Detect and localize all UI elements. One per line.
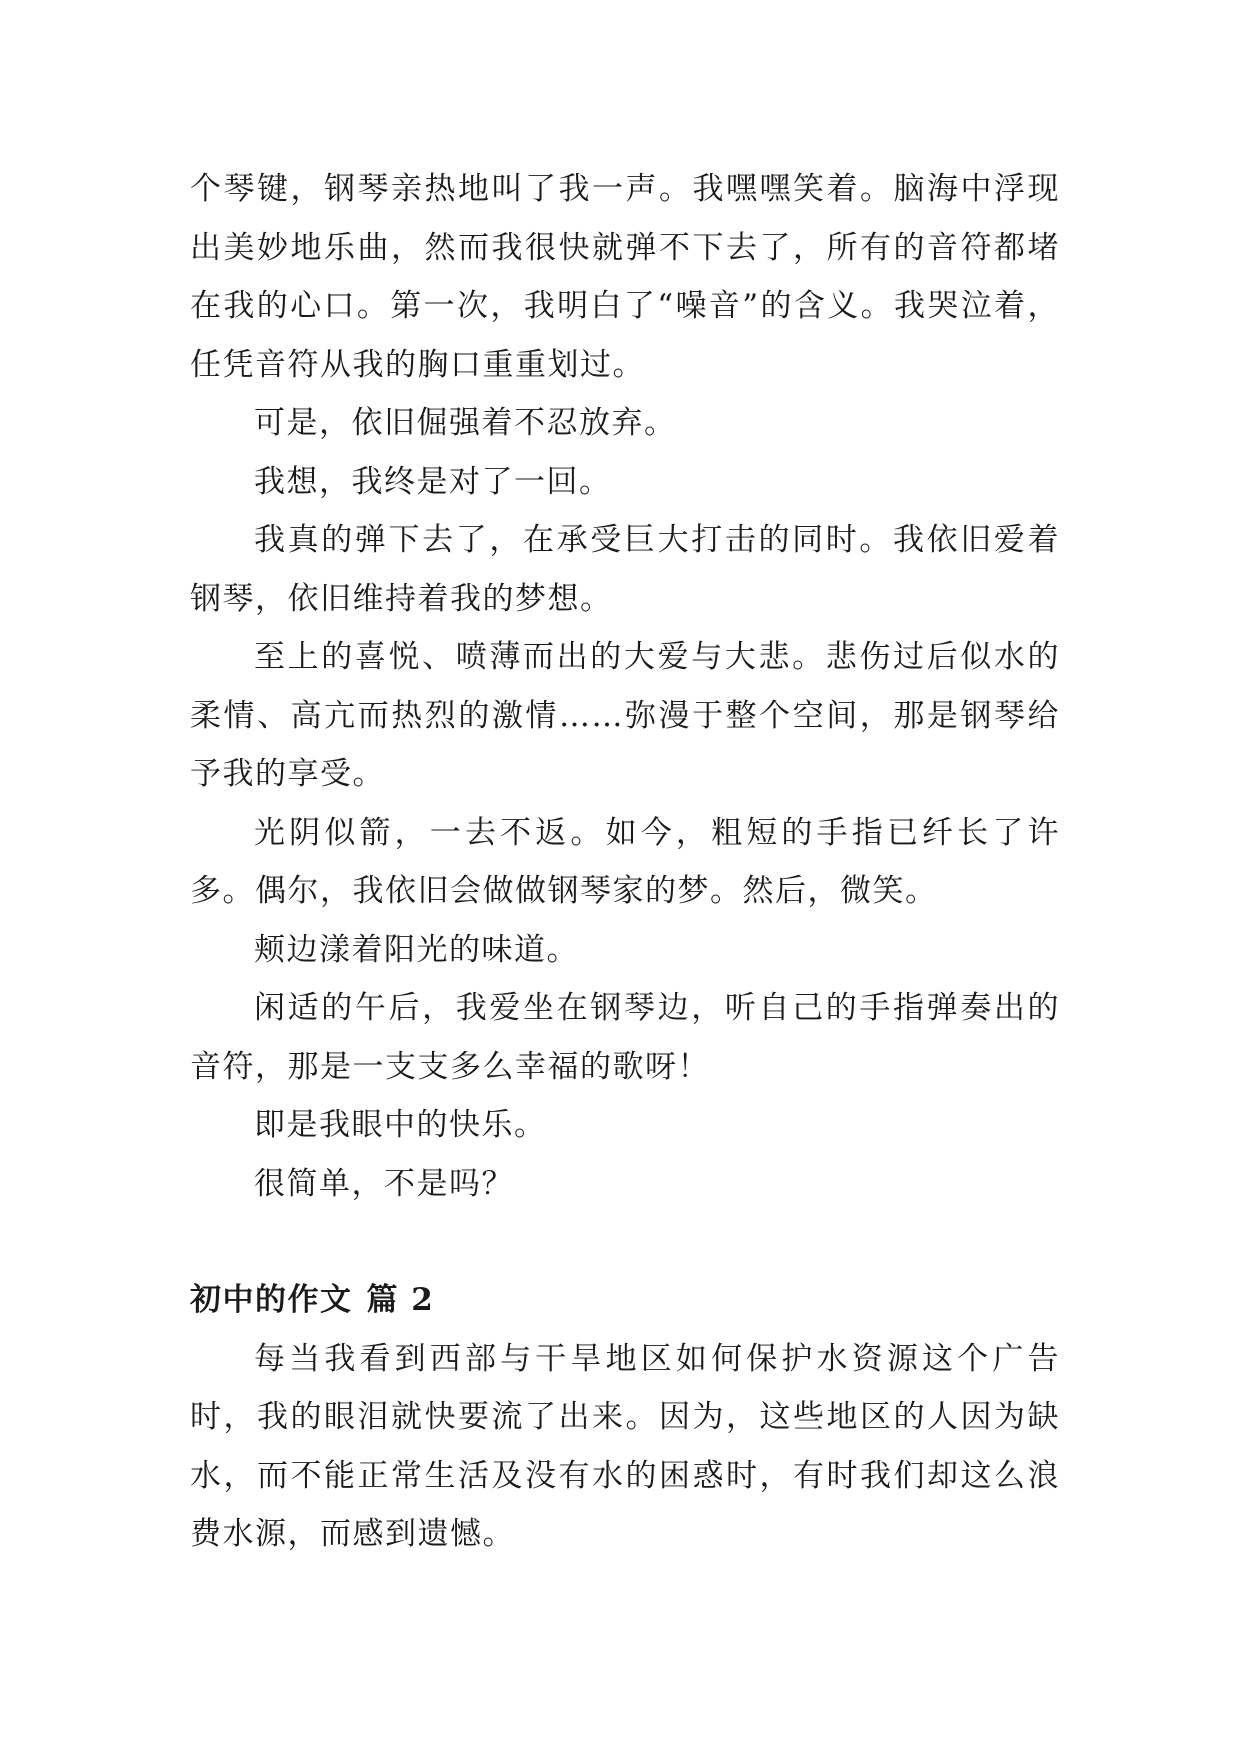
paragraph: 光阴似箭，一去不返。如今，粗短的手指已纤长了许多。偶尔，我依旧会做做钢琴家的梦。然后，微笑。 — [190, 814, 1060, 909]
paragraph: 我想，我终是对了一回。 — [254, 463, 612, 500]
paragraph: 闲适的午后，我爱坐在钢琴边，听自己的手指弹奏出的音符，那是一支支多么幸福的歌呀！ — [190, 990, 1060, 1085]
section-heading — [190, 1271, 1060, 1330]
paragraph: 即是我眼中的快乐。 — [254, 1107, 547, 1143]
document-page — [190, 160, 1060, 1564]
paragraph: 每当我看到西部与干旱地区如何保护水资源这个广告时，我的眼泪就快要流了出来。因为，这些地区的人因为缺水，而不能正常生活及没有水的困惑时，有时我们却这么浪费水源，而感到遗憾。 — [190, 1340, 1060, 1552]
paragraph-continued: 个琴键，钢琴亲热地叫了我一声。我嘿嘿笑着。脑海中浮现出美妙地乐曲，然而我很快就弹不下去了，所有的音符都堵在我的心口。第一次，我明白了“噪音”的含义。我哭泣着，任凭音符从我的胸口重重划过。 — [190, 171, 1060, 383]
section-number: 篇 2 — [366, 1282, 435, 1318]
paragraph: 可是，依旧倔强着不忍放弃。 — [254, 405, 677, 441]
paragraph: 颊边漾着阳光的味道。 — [254, 931, 579, 968]
paragraph: 至上的喜悦、喷薄而出的大爱与大悲。悲伤过后似水的柔情、高亢而热烈的激情……弥漫于整个空间，那是钢琴给予我的享受。 — [190, 639, 1060, 792]
paragraph: 我真的弹下去了，在承受巨大打击的同时。我依旧爱着钢琴，依旧维持着我的梦想。 — [190, 522, 1060, 617]
paragraph: 很简单，不是吗？ — [254, 1165, 514, 1202]
section-title-text: 初中的作文 — [190, 1282, 353, 1318]
